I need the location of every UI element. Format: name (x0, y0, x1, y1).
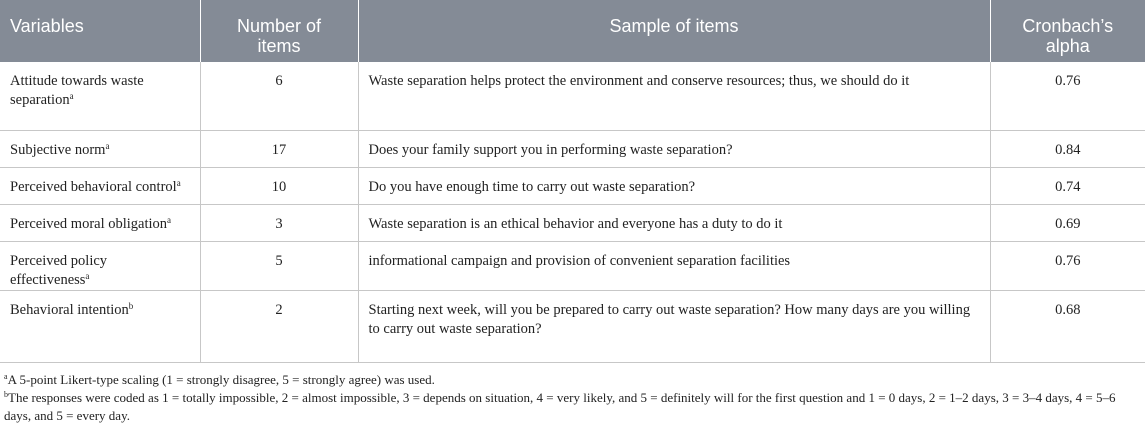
footnote-mark: a (85, 270, 90, 281)
footnote-mark: b (4, 390, 8, 399)
table-row (0, 204, 1145, 241)
table-row (0, 241, 1145, 290)
header-sample-of-items: Sample of items (358, 0, 990, 62)
header-variables: Variables (10, 16, 84, 36)
sample-item-cell: Waste separation helps protect the environment and conserve resources; thus, we should do it (358, 62, 990, 130)
footnote-mark: a (176, 177, 181, 188)
footnote-mark: b (128, 300, 134, 311)
sample-item-cell: Starting next week, will you be prepared to carry out waste separation? How many days are you willing to carry out waste separation? (358, 290, 990, 362)
footnote-mark: a (69, 91, 74, 101)
footnote-b: $^b$The responses were coded as 1 = totally impossible, 2 = almost impossible, 3 = depends on situation, 4 = very likely, and 5 = definitely will for the first question and 1 = 0 days, 2 = 1–2 days, 3 = 3–4 days, 4 = 5–6 days, and 5 = every day. (4, 390, 1116, 423)
footnote-a: $^a$A 5-point Likert-type scaling (1 = strongly disagree, 5 = strongly agree) was used. (4, 372, 435, 387)
items-count-cell: 2 (200, 290, 358, 362)
table-row (0, 130, 1145, 167)
table-row (0, 290, 1145, 362)
header-number-of-items: Number of items (200, 0, 358, 62)
footnote-mark: a (4, 372, 8, 381)
sample-item-cell: informational campaign and provision of convenient separation facilities (358, 241, 990, 290)
items-count-cell: 17 (200, 130, 358, 167)
sample-item-cell: Waste separation is an ethical behavior and everyone has a duty to do it (358, 204, 990, 241)
alpha-cell: 0.74 (990, 167, 1145, 204)
header-cronbachs-alpha: Cronbach’s alpha (990, 0, 1145, 62)
alpha-cell: 0.84 (990, 130, 1145, 167)
table-header-row (0, 0, 1145, 62)
alpha-cell: 0.68 (990, 290, 1145, 362)
alpha-cell: 0.69 (990, 204, 1145, 241)
table-row (0, 62, 1145, 130)
alpha-cell: 0.76 (990, 62, 1145, 130)
items-count-cell: 6 (200, 62, 358, 130)
items-count-cell: 10 (200, 167, 358, 204)
variable-cell: Perceived moral obligation$^a$ (0, 204, 200, 241)
sample-item-cell: Does your family support you in performing waste separation? (358, 130, 990, 167)
sample-item-cell: Do you have enough time to carry out waste separation? (358, 167, 990, 204)
footnote-mark: a (167, 214, 172, 225)
variable-cell: Subjective norm$^a$ (0, 130, 200, 167)
variable-cell: Behavioral intention$^b$ (0, 290, 200, 362)
table-row (0, 167, 1145, 204)
alpha-cell: 0.76 (990, 241, 1145, 290)
items-count-cell: 3 (200, 204, 358, 241)
variable-cell: Attitude towards waste separation$^a$ (0, 62, 200, 130)
variable-cell: Perceived policy effectiveness$^a$ (0, 241, 200, 290)
table-footnotes (4, 371, 1140, 425)
variable-cell: Perceived behavioral control$^a$ (0, 167, 200, 204)
footnote-mark: a (105, 140, 110, 151)
items-count-cell: 5 (200, 241, 358, 290)
